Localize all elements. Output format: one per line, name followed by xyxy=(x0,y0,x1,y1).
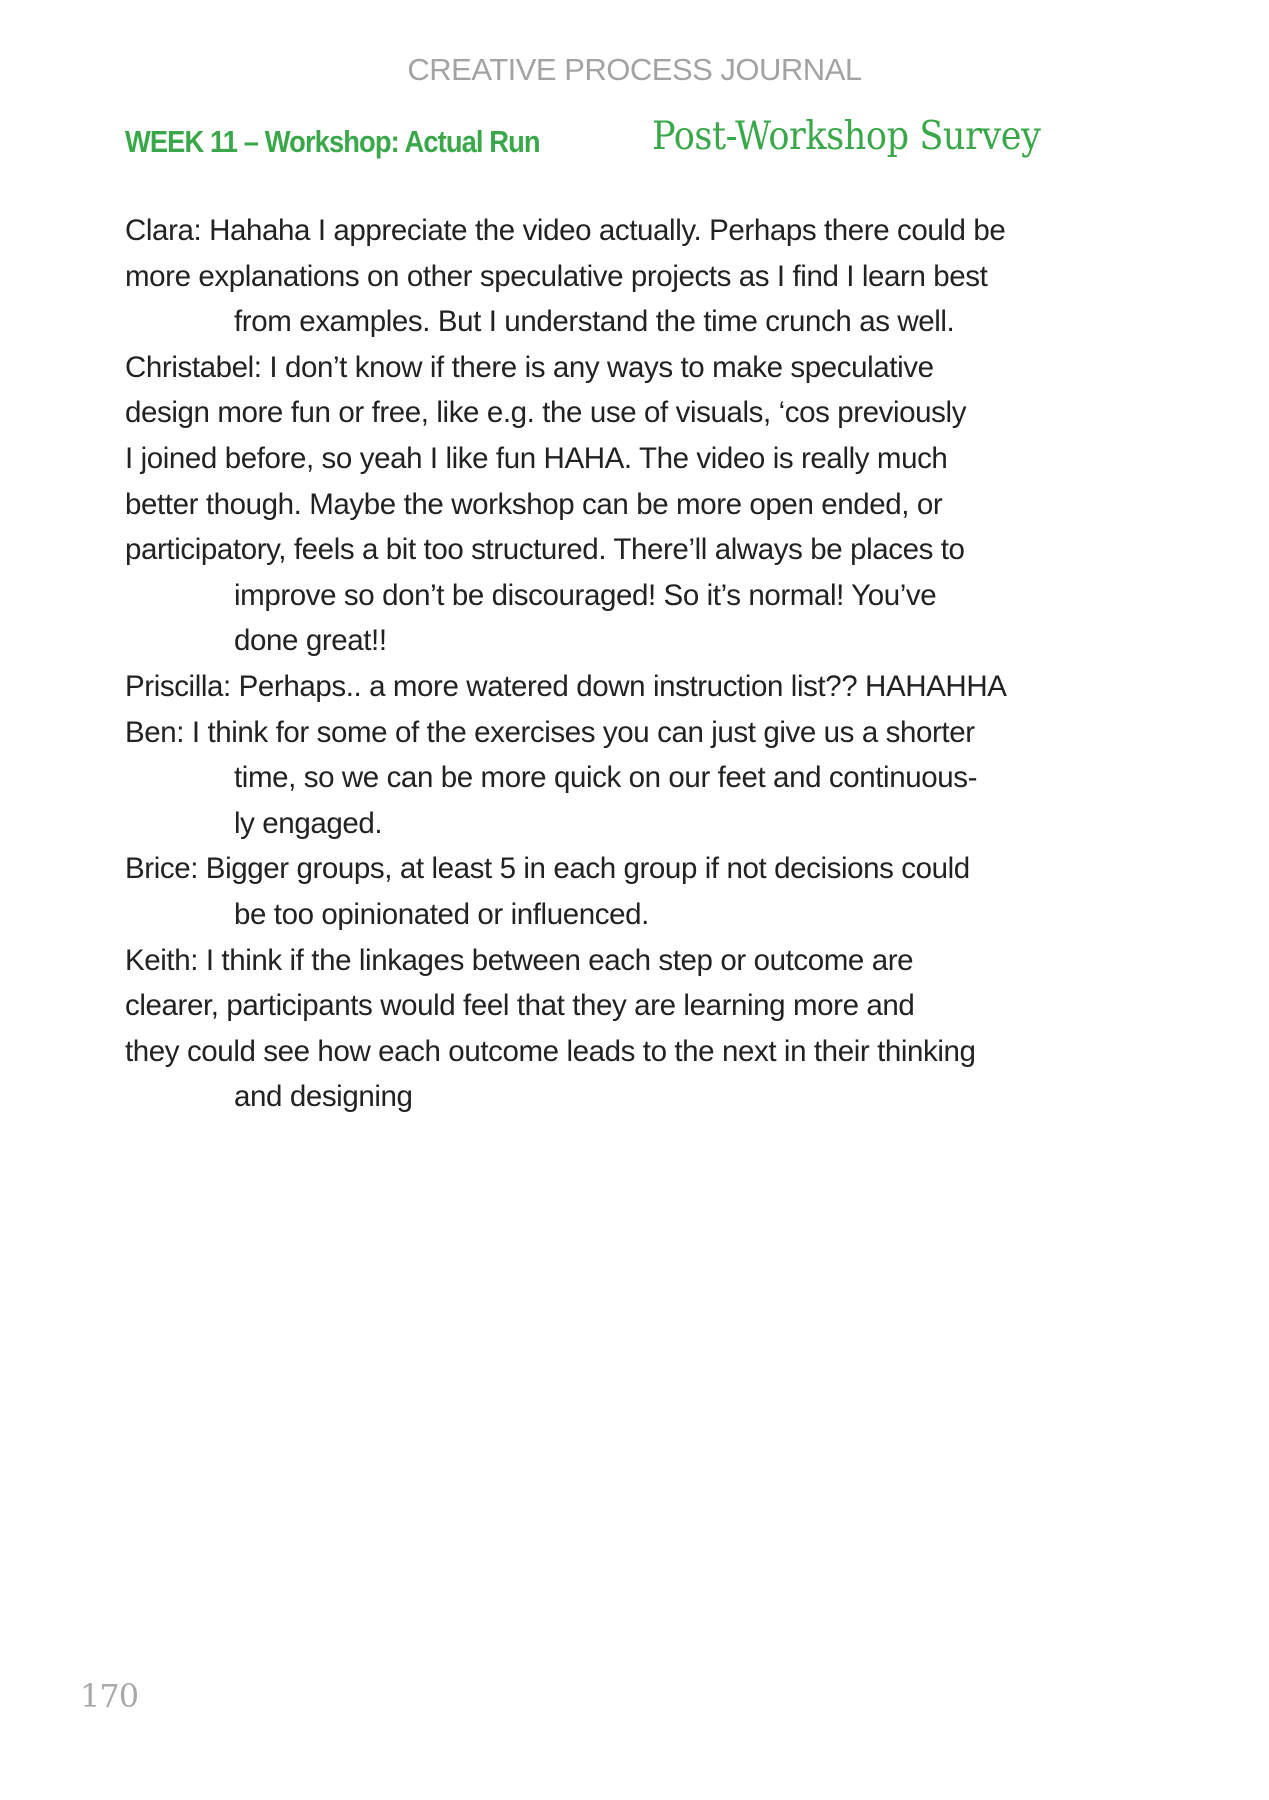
response-line: they could see how each outcome leads to the next in their thinking xyxy=(125,1034,976,1068)
response-line: design more fun or free, like e.g. the use of visuals, ‘cos previously xyxy=(125,396,967,430)
response-line: and designing xyxy=(234,1080,413,1114)
response-line: ly engaged. xyxy=(234,806,383,840)
response-line: Ben: I think for some of the exercises you can just give us a shorter xyxy=(125,715,975,749)
response-line: participatory, feels a bit too structured. There’ll always be places to xyxy=(125,533,965,567)
response-line: Christabel: I don’t know if there is any ways to make speculative xyxy=(125,350,934,384)
response-line: Keith: I think if the linkages between each step or outcome are xyxy=(125,943,914,977)
response-line: Clara: Hahaha I appreciate the video actually. Perhaps there could be xyxy=(125,214,1006,247)
running-header: CREATIVE PROCESS JOURNAL xyxy=(407,52,862,87)
response-line: from examples. But I understand the time crunch as well. xyxy=(234,305,955,339)
response-line: better though. Maybe the workshop can be more open ended, or xyxy=(125,487,943,521)
response-line: done great!! xyxy=(234,624,387,658)
section-title: Post-Workshop Survey xyxy=(652,114,1041,159)
response-line: time, so we can be more quick on our feet and continuous- xyxy=(234,761,977,795)
response-line: be too opinionated or influenced. xyxy=(234,897,649,931)
response-line: clearer, participants would feel that they are learning more and xyxy=(125,989,915,1023)
response-line: Priscilla: Perhaps.. a more watered down instruction list?? HAHAHHA xyxy=(125,669,1007,703)
response-line: I joined before, so yeah I like fun HAHA. The video is really much xyxy=(125,441,948,475)
response-line: improve so don’t be discouraged! So it’s normal! You’ve xyxy=(234,578,937,612)
response-line: Brice: Bigger groups, at least 5 in each group if not decisions could xyxy=(125,852,970,886)
response-line: more explanations on other speculative projects as I find I learn best xyxy=(125,259,988,293)
week-title: WEEK 11 – Workshop: Actual Run xyxy=(125,124,540,159)
page-number: 170 xyxy=(80,1677,139,1715)
survey-responses xyxy=(125,208,1225,1120)
